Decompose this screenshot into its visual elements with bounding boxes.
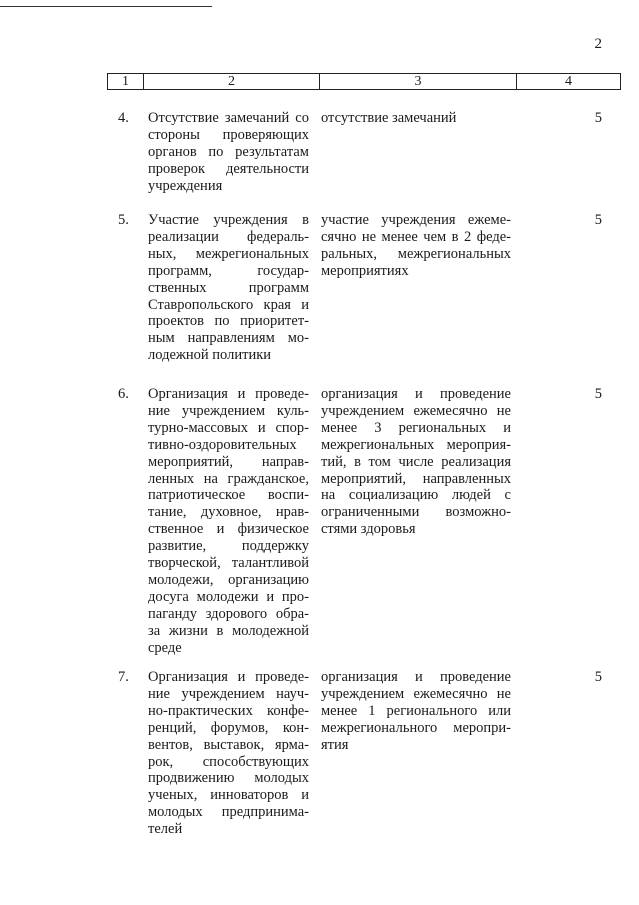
indicator-text: отсутствие замечаний [321, 110, 457, 126]
score-value: 5 [594, 110, 602, 126]
column-header-3: 3 [320, 74, 517, 90]
criterion-text: Участие учреждения в реализации федераль-ных, межрегиональных программ, государ-ственных программ Ставропольского края и проектов по приоритет-ным направлениям мо-лодежной политики [148, 212, 309, 364]
column-header-table [107, 73, 621, 90]
indicator-text: участие учреждения ежеме-сячно не менее чем в 2 феде-ральных, межрегиональных мероприятиях [321, 212, 511, 279]
criterion-text: Организация и проведе-ние учреждением куль-турно-массовых и спор-тивно-оздоровительных мероприятий, направ-ленных на гражданское, патриотическое воспи-тание, духовное, нрав-ственное и физическое развитие, поддержку творческой, талантливой молодежи, организацию досуга молодежи и про-паганду здорового обра-за жизни в молодежной среде [148, 386, 309, 656]
column-header-1: 1 [108, 74, 144, 90]
criterion-text: Организация и проведе-ние учреждением науч-но-практических конфе-ренций, форумов, кон-вентов, выставок, ярма-рок, способствующих продвижению молодых ученых, инноваторов и молодых предпринима-телей [148, 669, 309, 838]
row-number: 6. [118, 386, 129, 402]
score-value: 5 [594, 386, 602, 402]
indicator-text: организация и проведение учреждением ежемесячно не менее 1 регионального или межрегионального меропри-ятия [321, 669, 511, 753]
column-header-4: 4 [517, 74, 621, 90]
row-number: 7. [118, 669, 129, 685]
score-value: 5 [594, 669, 602, 685]
column-header-row [108, 74, 621, 90]
score-value: 5 [594, 212, 602, 228]
top-rule [0, 6, 212, 7]
page-number: 2 [594, 36, 602, 52]
indicator-text: организация и проведение учреждением ежемесячно не менее 3 региональных и межрегиональных мероприя-тий, в том числе реализация мероприятий, направленных на социализацию людей с ограниченными возможно-стями здоровья [321, 386, 511, 538]
criterion-text: Отсутствие замечаний со стороны проверяющих органов по результатам проверок деятельности учреждения [148, 110, 309, 194]
column-header-2: 2 [144, 74, 320, 90]
row-number: 4. [118, 110, 129, 126]
row-number: 5. [118, 212, 129, 228]
